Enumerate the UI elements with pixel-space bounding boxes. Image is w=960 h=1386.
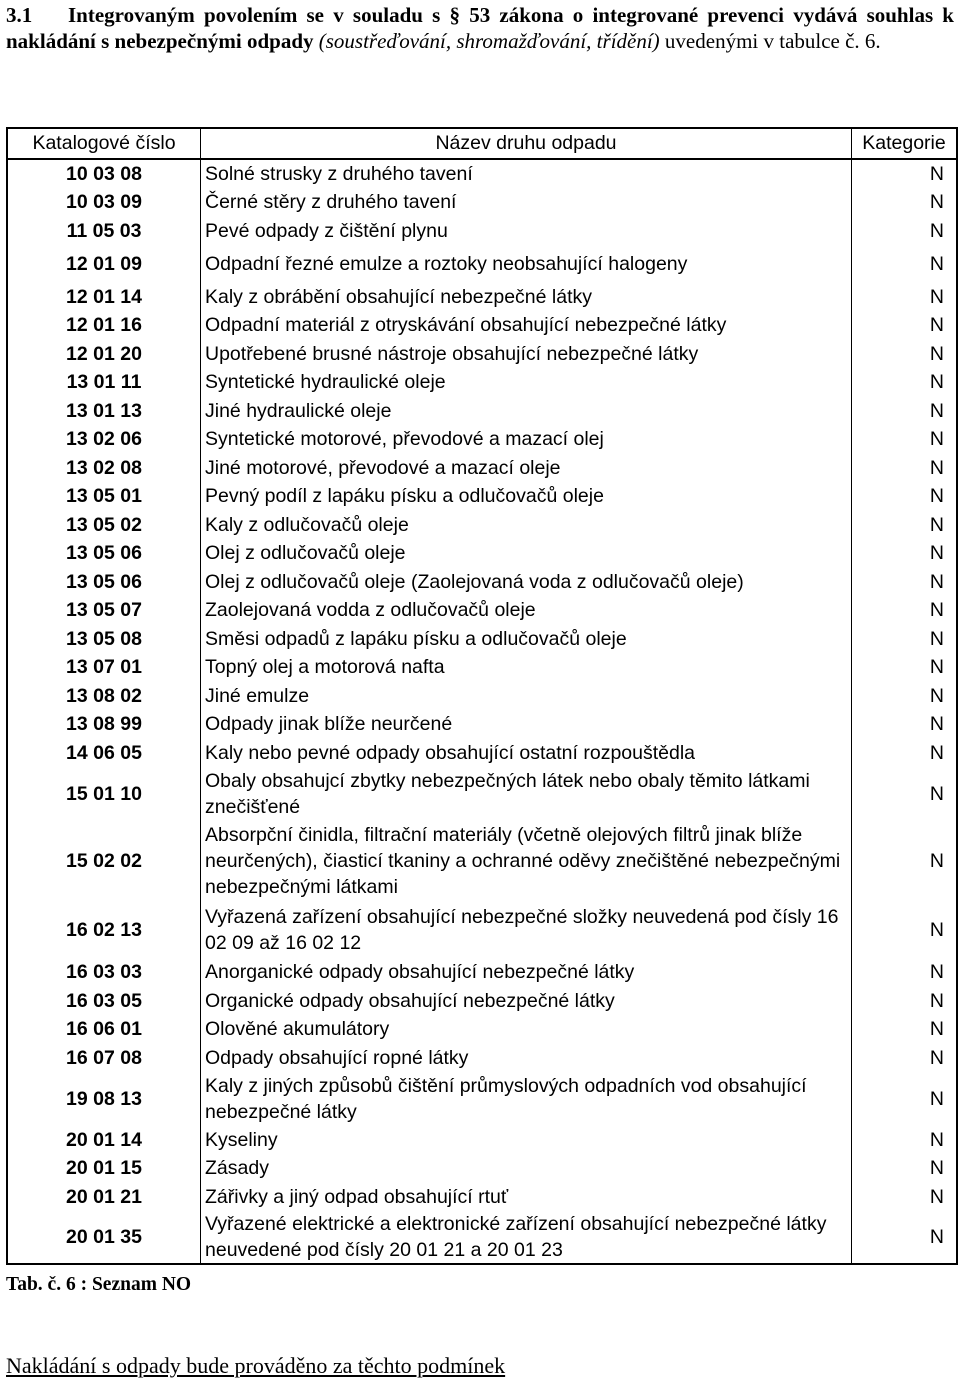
category-cell: N bbox=[852, 1125, 958, 1154]
waste-name-cell: Obaly obsahujcí zbytky nebezpečných látek nebo obaly těmito látkami znečišťené bbox=[201, 767, 852, 820]
waste-name-cell: Syntetické hydraulické oleje bbox=[201, 368, 852, 396]
catalog-number-cell: 20 01 21 bbox=[7, 1182, 201, 1211]
waste-name-cell: Upotřebené brusné nástroje obsahující nebezpečné látky bbox=[201, 339, 852, 368]
catalog-number-cell: 13 02 06 bbox=[7, 425, 201, 453]
table-row bbox=[7, 188, 957, 216]
category-cell: N bbox=[852, 624, 958, 653]
category-cell: N bbox=[852, 216, 958, 245]
category-cell: N bbox=[852, 453, 958, 482]
waste-name-cell: Topný olej a motorová nafta bbox=[201, 653, 852, 681]
catalog-number-cell: 13 05 07 bbox=[7, 596, 201, 624]
table-row bbox=[7, 1182, 957, 1211]
category-cell: N bbox=[852, 1154, 958, 1182]
table-header-row bbox=[7, 128, 957, 159]
table-row bbox=[7, 453, 957, 482]
category-cell: N bbox=[852, 339, 958, 368]
category-cell: N bbox=[852, 710, 958, 738]
catalog-number-cell: 13 08 99 bbox=[7, 710, 201, 738]
table-row bbox=[7, 567, 957, 596]
table-row bbox=[7, 339, 957, 368]
waste-name-cell: Solné strusky z druhého tavení bbox=[201, 159, 852, 188]
waste-name-cell: Kaly z jiných způsobů čištění průmyslových odpadních vod obsahující nebezpečné látky bbox=[201, 1072, 852, 1125]
section-heading-tail: uvedenými v tabulce č. 6. bbox=[664, 29, 881, 53]
table-row bbox=[7, 245, 957, 282]
section-number: 3.1 bbox=[6, 3, 33, 27]
waste-name-cell: Anorganické odpady obsahující nebezpečné látky bbox=[201, 958, 852, 986]
catalog-number-cell: 16 06 01 bbox=[7, 1015, 201, 1043]
category-cell: N bbox=[852, 820, 958, 901]
category-cell: N bbox=[852, 738, 958, 767]
category-cell: N bbox=[852, 958, 958, 986]
header-waste-name: Název druhu odpadu bbox=[201, 128, 852, 159]
waste-name-cell: Zářivky a jiný odpad obsahující rtuť bbox=[201, 1182, 852, 1211]
section-heading-text: Integrovaným povolením se v souladu s § 53 zákona o integrované prevenci vydává souhlas k nakládání s nebezpečnými odpady bbox=[6, 3, 954, 53]
catalog-number-cell: 13 05 06 bbox=[7, 567, 201, 596]
catalog-number-cell: 16 03 05 bbox=[7, 986, 201, 1015]
catalog-number-cell: 20 01 15 bbox=[7, 1154, 201, 1182]
category-cell: N bbox=[852, 596, 958, 624]
table-row bbox=[7, 767, 957, 820]
category-cell: N bbox=[852, 567, 958, 596]
category-cell: N bbox=[852, 311, 958, 339]
table-row bbox=[7, 1211, 957, 1264]
waste-name-cell: Vyřazené elektrické a elektronické zařízení obsahující nebezpečné látky neuvedené pod čísly 20 01 21 a 20 01 23 bbox=[201, 1211, 852, 1264]
category-cell: N bbox=[852, 653, 958, 681]
catalog-number-cell: 13 02 08 bbox=[7, 453, 201, 482]
table-row bbox=[7, 282, 957, 311]
category-cell: N bbox=[852, 425, 958, 453]
catalog-number-cell: 13 05 06 bbox=[7, 539, 201, 567]
category-cell: N bbox=[852, 282, 958, 311]
section-heading-parenthetical: (soustřeďování, shromažďování, třídění) bbox=[318, 29, 660, 53]
table-row bbox=[7, 958, 957, 986]
waste-name-cell: Olej z odlučovačů oleje bbox=[201, 539, 852, 567]
waste-name-cell: Jiné emulze bbox=[201, 681, 852, 710]
table-row bbox=[7, 1072, 957, 1125]
category-cell: N bbox=[852, 396, 958, 425]
waste-name-cell: Olej z odlučovačů oleje (Zaolejovaná voda z odlučovačů oleje) bbox=[201, 567, 852, 596]
waste-name-cell: Směsi odpadů z lapáku písku a odlučovačů oleje bbox=[201, 624, 852, 653]
catalog-number-cell: 13 08 02 bbox=[7, 681, 201, 710]
catalog-number-cell: 10 03 08 bbox=[7, 159, 201, 188]
table-row bbox=[7, 738, 957, 767]
waste-table bbox=[6, 127, 958, 1265]
footer-text: Nakládání s odpady bude prováděno za těchto podmínek bbox=[6, 1353, 506, 1378]
catalog-number-cell: 10 03 09 bbox=[7, 188, 201, 216]
waste-name-cell: Olověné akumulátory bbox=[201, 1015, 852, 1043]
table-row bbox=[7, 901, 957, 958]
waste-name-cell: Odpadní materiál z otryskávání obsahující nebezpečné látky bbox=[201, 311, 852, 339]
waste-name-cell: Odpady obsahující ropné látky bbox=[201, 1043, 852, 1072]
table-row bbox=[7, 216, 957, 245]
category-cell: N bbox=[852, 510, 958, 539]
header-catalog-number: Katalogové číslo bbox=[7, 128, 201, 159]
table-row bbox=[7, 710, 957, 738]
category-cell: N bbox=[852, 482, 958, 510]
table-row bbox=[7, 820, 957, 901]
waste-name-cell: Odpadní řezné emulze a roztoky neobsahující halogeny bbox=[201, 245, 852, 282]
category-cell: N bbox=[852, 986, 958, 1015]
table-row bbox=[7, 1154, 957, 1182]
table-row bbox=[7, 624, 957, 653]
category-cell: N bbox=[852, 368, 958, 396]
waste-name-cell: Zásady bbox=[201, 1154, 852, 1182]
category-cell: N bbox=[852, 1211, 958, 1264]
waste-name-cell: Pevé odpady z čištění plynu bbox=[201, 216, 852, 245]
category-cell: N bbox=[852, 245, 958, 282]
table-row bbox=[7, 396, 957, 425]
waste-name-cell: Absorpční činidla, filtrační materiály (včetně olejových filtrů jinak blíže neurčených), čiasticí tkaniny a ochranné oděvy znečištěné nebezpečnými nebezpečnými látkami bbox=[201, 820, 852, 901]
waste-name-cell: Kaly nebo pevné odpady obsahující ostatní rozpouštědla bbox=[201, 738, 852, 767]
catalog-number-cell: 12 01 14 bbox=[7, 282, 201, 311]
catalog-number-cell: 13 01 13 bbox=[7, 396, 201, 425]
waste-name-cell: Kaly z odlučovačů oleje bbox=[201, 510, 852, 539]
table-row bbox=[7, 986, 957, 1015]
table-row bbox=[7, 681, 957, 710]
table-row bbox=[7, 596, 957, 624]
catalog-number-cell: 20 01 14 bbox=[7, 1125, 201, 1154]
table-caption: Tab. č. 6 : Seznam NO bbox=[6, 1274, 192, 1295]
catalog-number-cell: 13 05 08 bbox=[7, 624, 201, 653]
catalog-number-cell: 16 02 13 bbox=[7, 901, 201, 958]
catalog-number-cell: 19 08 13 bbox=[7, 1072, 201, 1125]
catalog-number-cell: 20 01 35 bbox=[7, 1211, 201, 1264]
waste-name-cell: Kyseliny bbox=[201, 1125, 852, 1154]
table-row bbox=[7, 653, 957, 681]
waste-name-cell: Kaly z obrábění obsahující nebezpečné látky bbox=[201, 282, 852, 311]
table-row bbox=[7, 425, 957, 453]
category-cell: N bbox=[852, 539, 958, 567]
category-cell: N bbox=[852, 1182, 958, 1211]
category-cell: N bbox=[852, 767, 958, 820]
section-heading bbox=[6, 2, 954, 54]
table-row bbox=[7, 1015, 957, 1043]
waste-name-cell: Pevný podíl z lapáku písku a odlučovačů oleje bbox=[201, 482, 852, 510]
catalog-number-cell: 16 07 08 bbox=[7, 1043, 201, 1072]
waste-name-cell: Syntetické motorové, převodové a mazací olej bbox=[201, 425, 852, 453]
table-row bbox=[7, 159, 957, 188]
catalog-number-cell: 13 05 01 bbox=[7, 482, 201, 510]
catalog-number-cell: 13 05 02 bbox=[7, 510, 201, 539]
table-row bbox=[7, 1043, 957, 1072]
catalog-number-cell: 12 01 16 bbox=[7, 311, 201, 339]
catalog-number-cell: 15 01 10 bbox=[7, 767, 201, 820]
table-row bbox=[7, 368, 957, 396]
catalog-number-cell: 12 01 09 bbox=[7, 245, 201, 282]
category-cell: N bbox=[852, 681, 958, 710]
category-cell: N bbox=[852, 1043, 958, 1072]
catalog-number-cell: 13 01 11 bbox=[7, 368, 201, 396]
catalog-number-cell: 12 01 20 bbox=[7, 339, 201, 368]
catalog-number-cell: 16 03 03 bbox=[7, 958, 201, 986]
table-body bbox=[7, 159, 957, 1264]
catalog-number-cell: 15 02 02 bbox=[7, 820, 201, 901]
waste-name-cell: Organické odpady obsahující nebezpečné látky bbox=[201, 986, 852, 1015]
category-cell: N bbox=[852, 901, 958, 958]
table-row bbox=[7, 482, 957, 510]
category-cell: N bbox=[852, 1015, 958, 1043]
header-category: Kategorie bbox=[852, 128, 958, 159]
category-cell: N bbox=[852, 188, 958, 216]
waste-name-cell: Jiné hydraulické oleje bbox=[201, 396, 852, 425]
category-cell: N bbox=[852, 159, 958, 188]
catalog-number-cell: 13 07 01 bbox=[7, 653, 201, 681]
waste-name-cell: Černé stěry z druhého tavení bbox=[201, 188, 852, 216]
category-cell: N bbox=[852, 1072, 958, 1125]
table-row bbox=[7, 510, 957, 539]
waste-name-cell: Jiné motorové, převodové a mazací oleje bbox=[201, 453, 852, 482]
catalog-number-cell: 14 06 05 bbox=[7, 738, 201, 767]
table-row bbox=[7, 539, 957, 567]
catalog-number-cell: 11 05 03 bbox=[7, 216, 201, 245]
table-row bbox=[7, 311, 957, 339]
table-row bbox=[7, 1125, 957, 1154]
waste-name-cell: Zaolejovaná vodda z odlučovačů oleje bbox=[201, 596, 852, 624]
waste-name-cell: Vyřazená zařízení obsahující nebezpečné složky neuvedená pod čísly 16 02 09 až 16 02 12 bbox=[201, 901, 852, 958]
waste-name-cell: Odpady jinak blíže neurčené bbox=[201, 710, 852, 738]
